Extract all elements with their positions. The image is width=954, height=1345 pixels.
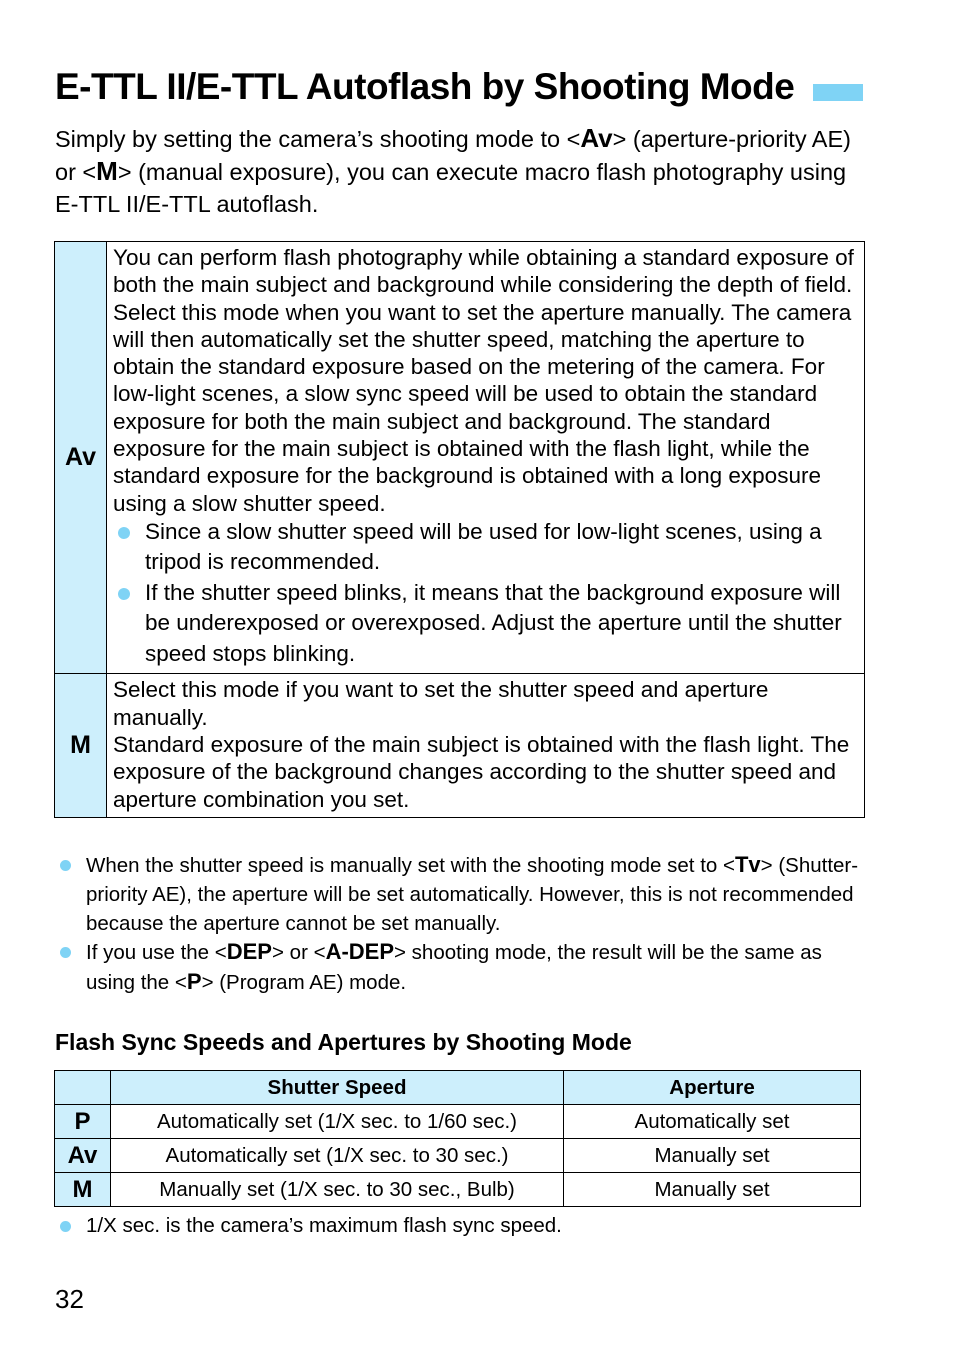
- mode-a-dep-symbol: A-DEP: [325, 939, 395, 965]
- modes-table: [54, 241, 865, 818]
- note-text: > (Shutter-priority AE), the aperture will be set automatically. However, this is not recommended because the aperture cannot be set manually.: [86, 854, 859, 935]
- header-shutter-speed: Shutter Speed: [111, 1071, 564, 1105]
- page-title: E-TTL II/E-TTL Autoflash by Shooting Mode: [55, 66, 795, 107]
- sync-table: [54, 1070, 861, 1207]
- modes-row-m: [55, 674, 865, 817]
- row-aperture: Automatically set: [564, 1105, 861, 1139]
- row-mode: Av: [55, 1139, 111, 1173]
- table-row: [55, 1139, 861, 1173]
- header-blank: [55, 1071, 111, 1105]
- mode-p-symbol: P: [186, 969, 202, 995]
- intro-text-1: Simply by setting the camera’s shooting mode to <: [55, 126, 581, 152]
- page-number: 32: [55, 1284, 84, 1314]
- note-text: If you use the <: [86, 941, 227, 965]
- note-text: > or <: [272, 941, 326, 965]
- row-mode: P: [55, 1105, 111, 1139]
- mode-tv-symbol: Tv: [734, 852, 761, 877]
- mode-description-m: [107, 674, 865, 817]
- row-shutter: Automatically set (1/X sec. to 1/60 sec.): [111, 1105, 564, 1139]
- table-row: [55, 1173, 861, 1207]
- bullet-text: Since a slow shutter speed will be used for low-light scenes, using a tripod is recommended.: [145, 518, 822, 575]
- mode-av-symbol: Av: [580, 123, 613, 153]
- title-accent-bar: [813, 84, 863, 101]
- bullet-dot-icon: [60, 860, 71, 871]
- intro-paragraph: [55, 122, 875, 220]
- footnote-text: 1/X sec. is the camera’s maximum flash sync speed.: [86, 1214, 562, 1237]
- section-heading: Flash Sync Speeds and Apertures by Shooting Mode: [55, 1029, 632, 1055]
- footnote: [55, 1212, 562, 1240]
- av-paragraph-2: Select this mode when you want to set the aperture manually. The camera will then automatically set the shutter speed, matching the aperture to obtain the standard exposure based on the metering of the camera. For low-light scenes, a slow sync speed will be used to obtain the standard exposure for both the main subject and background. The standard exposure for the main subject is obtained with the flash light, while the standard exposure for the background is obtained with a long exposure using a slow shutter speed.: [113, 299, 852, 516]
- list-item: [55, 938, 865, 998]
- note-text: When the shutter speed is manually set with the shooting mode set to <: [86, 854, 735, 877]
- table-row: [55, 1105, 861, 1139]
- bullet-dot-icon: [118, 588, 130, 600]
- mode-description-av: [107, 242, 865, 674]
- intro-text-3: > (manual exposure), you can execute macro flash photography using E-TTL II/E-TTL autoflash.: [55, 159, 847, 217]
- av-paragraph-1: You can perform flash photography while obtaining a standard exposure of both the main subject and background while considering the depth of field.: [113, 245, 854, 298]
- mode-label-av: Av: [55, 242, 107, 674]
- list-item: [55, 851, 865, 938]
- m-paragraph-1: Select this mode if you want to set the shutter speed and aperture manually.: [113, 677, 769, 730]
- note-text: > shooting mode, the result will be the same as using the <: [86, 941, 822, 995]
- row-aperture: Manually set: [564, 1173, 861, 1207]
- bullet-dot-icon: [60, 947, 71, 958]
- mode-dep-symbol: DEP: [226, 939, 272, 965]
- notes-list: [55, 851, 865, 998]
- note-text: > (Program AE) mode.: [201, 971, 407, 995]
- list-item: [113, 578, 856, 670]
- modes-row-av: [55, 242, 865, 674]
- row-aperture: Manually set: [564, 1139, 861, 1173]
- av-bullet-list: [113, 517, 856, 670]
- row-mode: M: [55, 1173, 111, 1207]
- table-header-row: [55, 1071, 861, 1105]
- mode-label-m: M: [55, 674, 107, 817]
- intro-text-2: > (aperture-priority AE) or <: [55, 126, 851, 185]
- bullet-dot-icon: [118, 527, 130, 539]
- bullet-dot-icon: [60, 1221, 71, 1232]
- bullet-text: If the shutter speed blinks, it means that the background exposure will be underexposed or overexposed. Adjust the aperture until the shutter speed stops blinking.: [145, 579, 842, 666]
- mode-m-symbol: M: [96, 156, 118, 186]
- m-paragraph-2: Standard exposure of the main subject is obtained with the flash light. The exposure of the background changes according to the shutter speed and aperture combination you set.: [113, 732, 850, 812]
- list-item: [113, 517, 856, 578]
- header-aperture: Aperture: [564, 1071, 861, 1105]
- row-shutter: Automatically set (1/X sec. to 30 sec.): [111, 1139, 564, 1173]
- row-shutter: Manually set (1/X sec. to 30 sec., Bulb): [111, 1173, 564, 1207]
